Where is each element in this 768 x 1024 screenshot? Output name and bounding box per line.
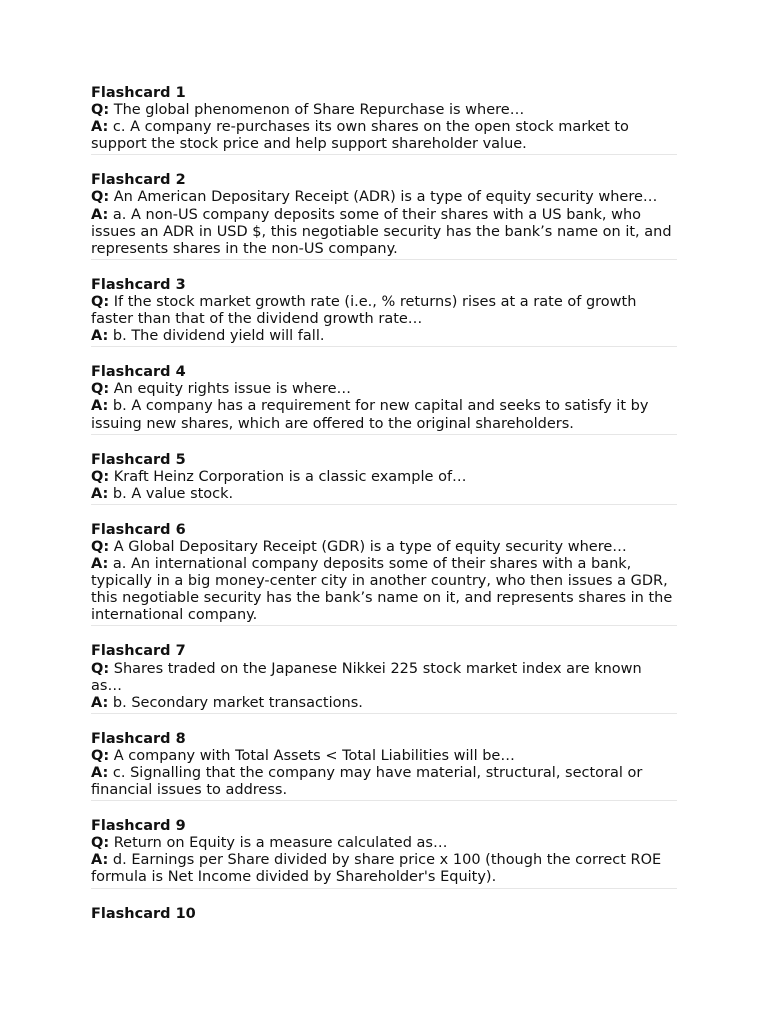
answer-label: A: <box>91 852 109 869</box>
answer-text: b. A value stock. <box>112 485 234 502</box>
question-label: Q: <box>91 381 110 398</box>
answer-text: a. An international company deposits some of their shares with a bank, typically in a big money-center city in another country, who then issues a GDR, this negotiable security has the bank’s name on it, and represents shares in the international company. <box>91 556 673 624</box>
question-label: Q: <box>91 293 110 310</box>
flashcard-answer <box>91 556 677 624</box>
question-label: Q: <box>91 747 110 764</box>
flashcard-question <box>91 189 677 206</box>
answer-label: A: <box>91 119 109 136</box>
question-text: Kraft Heinz Corporation is a classic example of… <box>113 468 467 485</box>
flashcard-7 <box>91 643 677 713</box>
flashcard-10 <box>91 906 677 924</box>
answer-label: A: <box>91 485 109 502</box>
flashcard-question <box>91 835 677 852</box>
flashcard-answer <box>91 207 677 258</box>
question-label: Q: <box>91 835 110 852</box>
answer-text: b. The dividend yield will fall. <box>112 328 325 345</box>
flashcard-5 <box>91 452 677 505</box>
flashcard-title: Flashcard 6 <box>91 521 186 538</box>
flashcard-title: Flashcard 8 <box>91 730 186 747</box>
question-label: Q: <box>91 468 110 485</box>
answer-label: A: <box>91 556 109 573</box>
answer-text: a. A non-US company deposits some of their shares with a US bank, who issues an ADR in USD $, this negotiable security has the bank’s name on it, and represents shares in the non-US company. <box>91 206 672 257</box>
question-text: The global phenomenon of Share Repurchase is where… <box>113 102 525 119</box>
flashcard-title: Flashcard 4 <box>91 364 186 381</box>
answer-label: A: <box>91 206 109 223</box>
question-label: Q: <box>91 660 110 677</box>
flashcard-question <box>91 661 677 695</box>
flashcard-answer <box>91 398 677 432</box>
answer-text: c. Signalling that the company may have material, structural, sectoral or financial issues to address. <box>91 765 643 799</box>
question-label: Q: <box>91 538 110 555</box>
flashcard-answer <box>91 852 677 886</box>
question-text: A company with Total Assets < Total Liabilities will be… <box>113 747 515 764</box>
flashcard-title: Flashcard 9 <box>91 818 186 835</box>
flashcard-question <box>91 469 677 486</box>
question-text: A Global Depositary Receipt (GDR) is a type of equity security where… <box>113 538 627 555</box>
flashcard-title: Flashcard 5 <box>91 451 186 468</box>
answer-label: A: <box>91 328 109 345</box>
flashcard-question <box>91 294 677 328</box>
flashcard-title: Flashcard 10 <box>91 905 196 922</box>
flashcard-4 <box>91 364 677 434</box>
flashcard-2 <box>91 172 677 259</box>
flashcard-answer <box>91 695 677 712</box>
flashcard-1 <box>91 85 677 155</box>
flashcard-answer <box>91 119 677 153</box>
flashcard-question <box>91 381 677 398</box>
answer-text: d. Earnings per Share divided by share price x 100 (though the correct ROE formula is Net Income divided by Shareholder's Equity). <box>91 852 662 886</box>
flashcard-answer <box>91 486 677 503</box>
answer-text: b. Secondary market transactions. <box>112 694 363 711</box>
question-text: An equity rights issue is where… <box>113 381 351 398</box>
flashcard-8 <box>91 731 677 801</box>
answer-text: b. A company has a requirement for new capital and seeks to satisfy it by issuing new shares, which are offered to the original shareholders. <box>91 398 649 432</box>
question-text: If the stock market growth rate (i.e., % returns) rises at a rate of growth faster than that of the dividend growth rate… <box>91 293 637 328</box>
question-text: An American Depositary Receipt (ADR) is a type of equity security where… <box>113 189 658 206</box>
flashcard-question <box>91 102 677 119</box>
answer-text: c. A company re-purchases its own shares on the open stock market to support the stock price and help support shareholder value. <box>91 119 629 153</box>
flashcard-answer <box>91 328 677 345</box>
flashcard-question <box>91 539 677 556</box>
flashcard-title: Flashcard 2 <box>91 172 186 189</box>
flashcard-title: Flashcard 7 <box>91 643 186 660</box>
flashcard-list <box>91 85 677 941</box>
question-label: Q: <box>91 189 110 206</box>
question-text: Shares traded on the Japanese Nikkei 225 stock market index are known as… <box>91 660 642 694</box>
answer-label: A: <box>91 694 109 711</box>
question-label: Q: <box>91 102 110 119</box>
flashcard-title: Flashcard 1 <box>91 85 186 101</box>
flashcard-answer <box>91 765 677 799</box>
flashcard-3 <box>91 277 677 347</box>
flashcard-9 <box>91 818 677 888</box>
flashcard-question <box>91 748 677 765</box>
answer-label: A: <box>91 398 109 415</box>
question-text: Return on Equity is a measure calculated as… <box>113 835 448 852</box>
flashcard-title: Flashcard 3 <box>91 276 186 293</box>
answer-label: A: <box>91 765 109 781</box>
flashcard-6 <box>91 522 677 627</box>
